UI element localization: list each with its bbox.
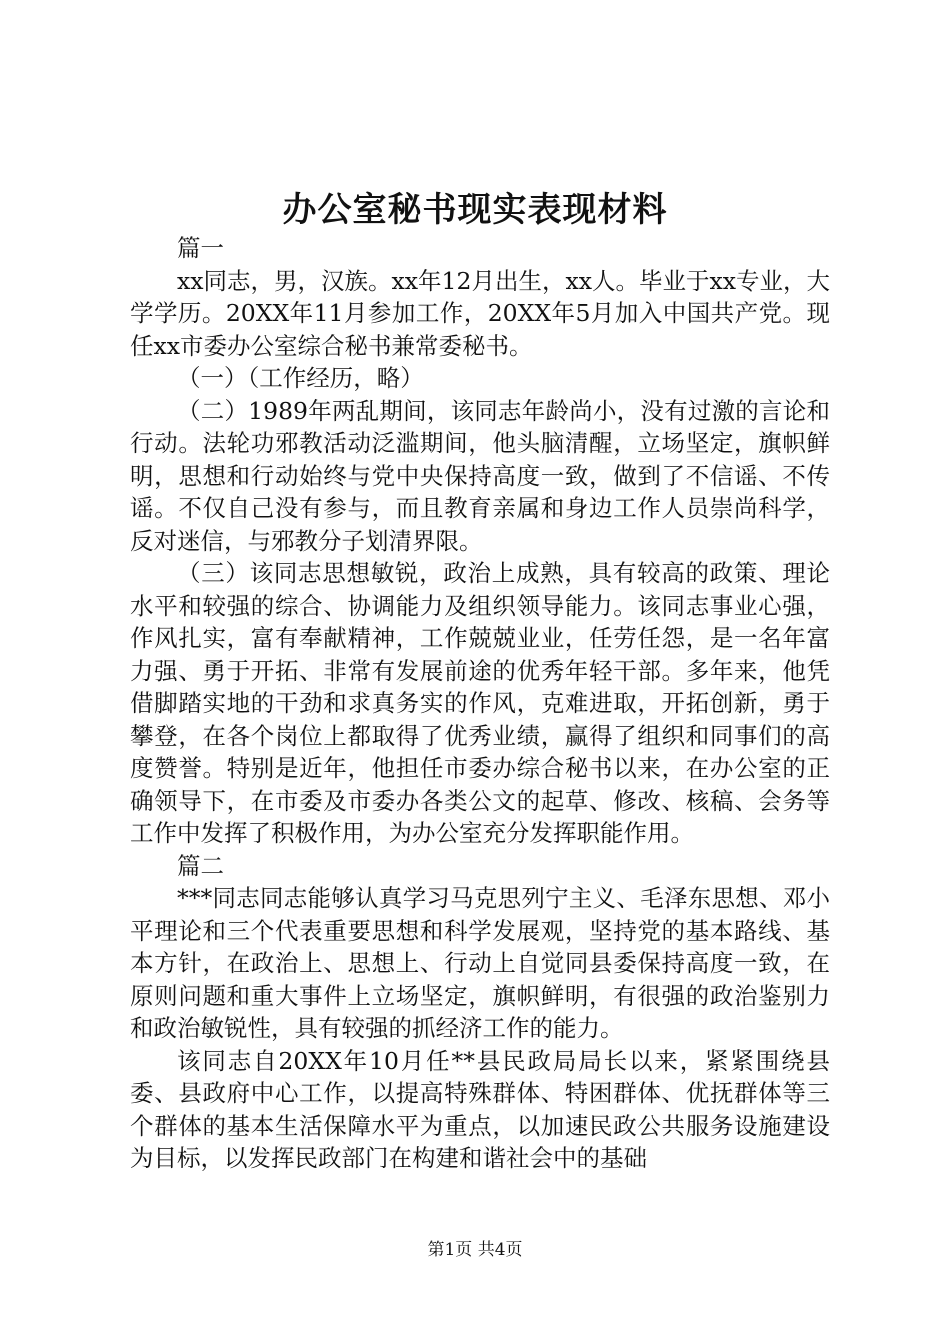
- paragraph: （一）（工作经历，略）: [177, 364, 424, 392]
- paragraph: （三）该同志思想敏锐，政治上成熟，具有较高的政策、理论水平和较强的综合、协调能力及组织领导能力。该同志事业心强，作风扎实，富有奉献精神，工作兢兢业业，任劳任怨，是一名年富力强、勇于开拓、非常有发展前途的优秀年轻干部。多年来，他凭借脚踏实地的干劲和求真务实的作风，克难进取，开拓创新，勇于攀登，在各个岗位上都取得了优秀业绩，赢得了组织和同事们的高度赞誉。特别是近年，他担任市委办综合秘书以来，在办公室的正确领导下，在市委及市委办各类公文的起草、修改、核稿、会务等工作中发挥了积极作用，为办公室充分发挥职能作用。: [130, 559, 830, 847]
- paragraph: xx同志，男，汉族。xx年12月出生，xx人。毕业于xx专业，大学学历。20XX年11月参加工作，20XX年5月加入中国共产党。现任xx市委办公室综合秘书兼常委秘书。: [130, 266, 830, 360]
- document-title: 办公室秘书现实表现材料: [282, 190, 668, 230]
- paragraph: 该同志自20XX年10月任**县民政局局长以来，紧紧围绕县委、县政府中心工作，以提高特殊群体、特困群体、优抚群体等三个群体的基本生活保障水平为重点，以加速民政公共服务设施建设为目标，以发挥民政部门在构建和谐社会中的基础: [130, 1046, 830, 1172]
- paragraph: ***同志同志能够认真学习马克思列宁主义、毛泽东思想、邓小平理论和三个代表重要思想和科学发展观，坚持党的基本路线、基本方针，在政治上、思想上、行动上自觉同县委保持高度一致，在原则问题和重大事件上立场坚定，旗帜鲜明，有很强的政治鉴别力和政治敏锐性，具有较强的抓经济工作的能力。: [130, 884, 830, 1042]
- document-body: [130, 232, 830, 1175]
- section-heading-2: 篇二: [177, 851, 224, 880]
- section-heading-1: 篇一: [177, 234, 224, 262]
- page-footer: 第1页 共4页: [427, 1240, 523, 1260]
- paragraph: （二）1989年两乱期间，该同志年龄尚小，没有过激的言论和行动。法轮功邪教活动泛滥期间，他头脑清醒，立场坚定，旗帜鲜明，思想和行动始终与党中央保持高度一致，做到了不信谣、不传谣。不仅自己没有参与，而且教育亲属和身边工作人员崇尚科学，反对迷信，与邪教分子划清界限。: [130, 396, 830, 555]
